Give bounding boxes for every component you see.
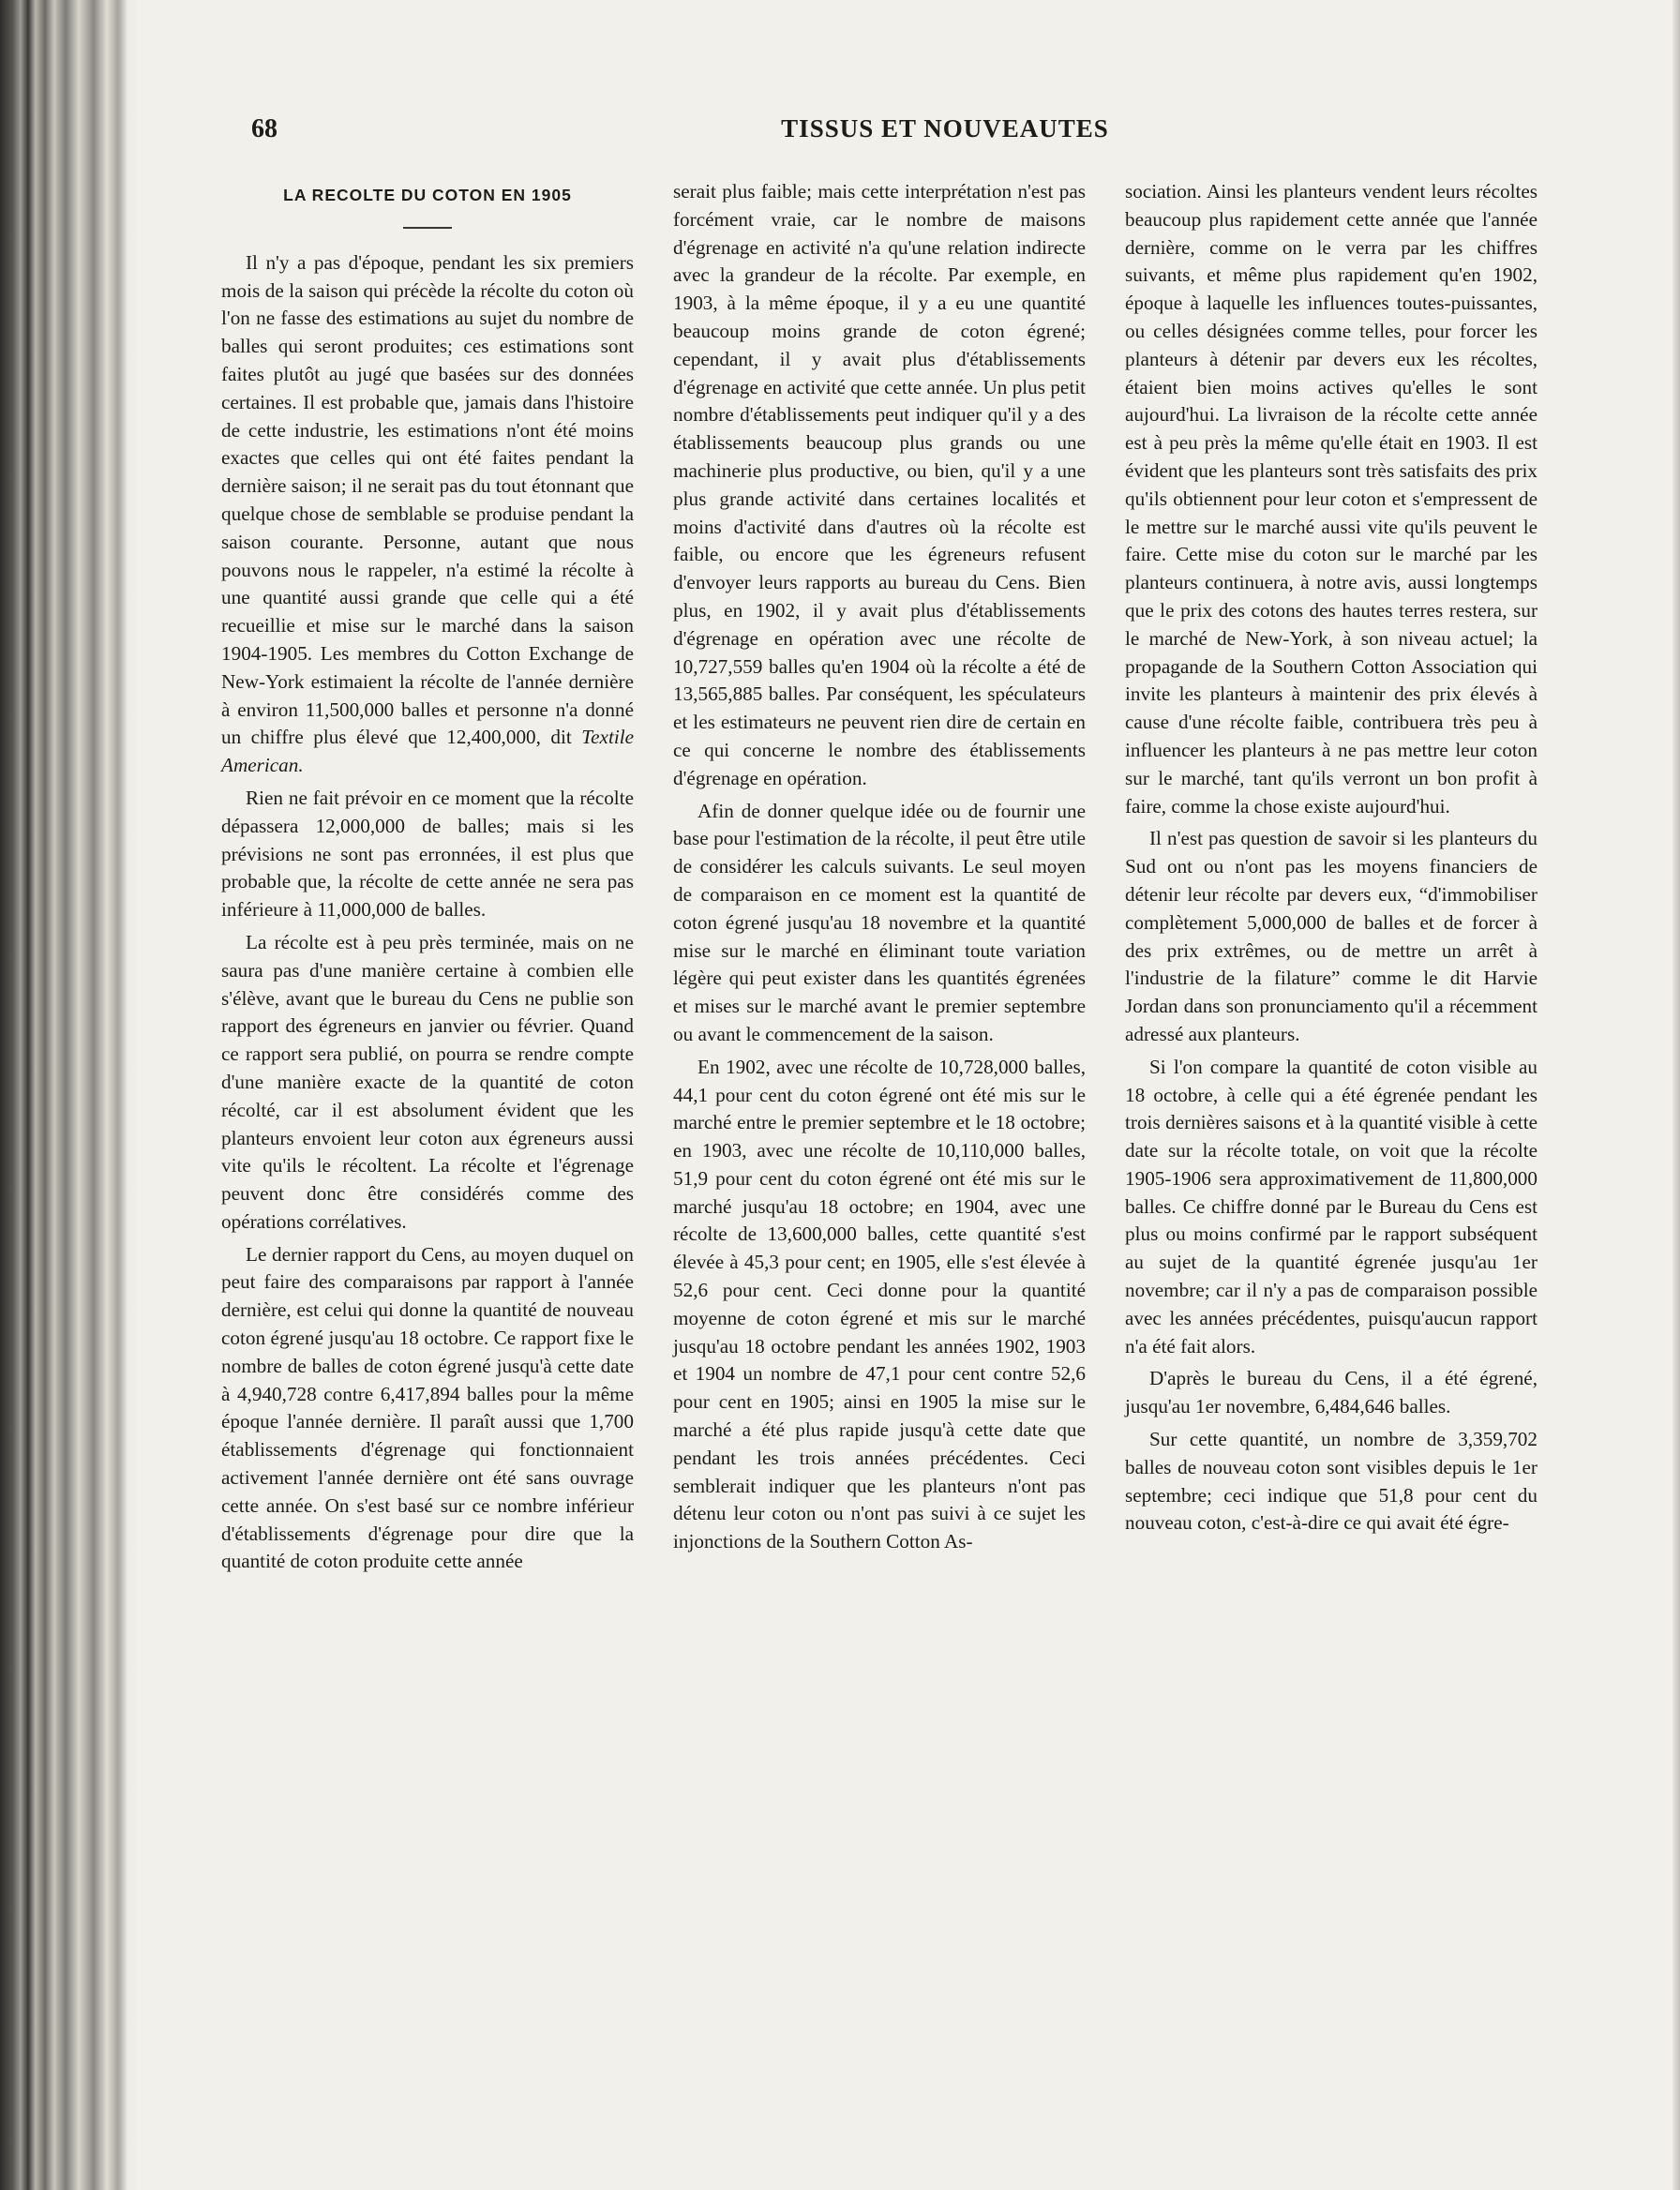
page-number: 68: [251, 114, 278, 143]
paragraph: Le dernier rapport du Cens, au moyen duquel on peut faire des comparaisons par rapport à l'année dernière, est celui qui donne la quantité de nouveau coton égrené jusqu'au 18 octobre. Ce rapport fixe le nombre de balles de coton égrené jusqu'à cette date à 4,940,728 contre 6,417,894 balles pour la même époque l'année dernière. Il paraît aussi que 1,700 établissements d'égrenage qui fonctionnaient activement l'année dernière ont été sans ouvrage cette année. On s'est basé sur ce nombre inférieur d'établissements d'égrenage pour dire que la quantité de coton produite cette année: [221, 1242, 634, 1573]
publication-name: Textile American.: [221, 726, 635, 777]
paragraph: Afin de donner quelque idée ou de fournir une base pour l'estimation de la récolte, il peut être utile de considérer les calculs suivants. Le seul moyen de comparaison en ce moment est la quantité de coton égrené jusqu'au 18 novembre et la quantité mise sur le marché en éliminant toute variation légère qui peut exister dans les quantités égrenées et mises sur le marché avant le premier septembre ou avant le commencement de la saison.: [673, 799, 1086, 1045]
column-2: [673, 178, 1086, 1556]
paragraph: Rien ne fait prévoir en ce moment que la récolte dépassera 12,000,000 de balles; mais si les prévisions ne sont pas erronnées, il est plus que probable que, la récolte de cette année ne sera pas inférieure à 11,000,000 de balles.: [221, 786, 634, 922]
column-3: [1125, 178, 1538, 1538]
paragraph: Il n'est pas question de savoir si les planteurs du Sud ont ou n'ont pas les moyens financiers de détenir leur récolte par devers eux, “d'immobiliser complètement 5,000,000 de balles et de forcer à des prix extrêmes, ou de mettre un arrêt à l'industrie de la filature” comme le dit Harvie Jordan dans son pronunciamento qu'il a récemment adressé aux planteurs.: [1125, 827, 1538, 1045]
article-title: LA RECOLTE DU COTON EN 1905: [283, 186, 572, 204]
paragraph: serait plus faible; mais cette interprétation n'est pas forcément vraie, car le nombre de maisons d'égrenage en activité n'a qu'une relation indirecte avec la grandeur de la récolte. Par exemple, en 1903, à la même époque, il y a eu une quantité beaucoup moins grande de coton égrené; cependant, il y avait plus d'établissements d'égrenage en activité que cette année. Un plus petit nombre d'établissements peut indiquer qu'il y a des établissements beaucoup plus grands ou une machinerie plus productive, ou bien, qu'il y a une plus grande activité dans certaines localités et moins d'activité dans d'autres où la récolte est faible, ou encore que les égreneurs refusent d'envoyer leurs rapports au bureau du Cens. Bien plus, en 1902, il y avait plus d'établissements d'égrenage en opération avec une récolte de 10,727,559 balles qu'en 1904 où la récolte a été de 13,565,885 balles. Par conséquent, les spéculateurs et les estimateurs ne peuvent rien dire de certain en ce qui concerne le nombre des établissements d'égrenage en opération.: [673, 180, 1086, 789]
paragraph: Sur cette quantité, un nombre de 3,359,702 balles de nouveau coton sont visibles depuis le 1er septembre; ceci indique que 51,8 pour cent du nouveau coton, c'est-à-dire ce qui avait été égre-: [1125, 1428, 1538, 1535]
paragraph: Si l'on compare la quantité de coton visible au 18 octobre, à celle qui a été égrenée pendant les trois dernières saisons et à la quantité visible à cette date sur la récolte totale, on voit que la récolte 1905-1906 sera approximativement de 11,800,000 balles. Ce chiffre donné par le Bureau du Cens est plus ou moins confirmé par le rapport subséquent au sujet de la quantité égrenée jusqu'au 1er novembre; car il n'y a pas de comparaison possible avec les années précédentes, puisqu'aucun rapport n'a été fait alors.: [1125, 1055, 1538, 1358]
paragraph: sociation. Ainsi les planteurs vendent leurs récoltes beaucoup plus rapidement cette année que l'année dernière, comme on le verra par les chiffres suivants, et même plus rapidement qu'en 1902, époque à laquelle les influences toutes-puissantes, ou celles désignées comme telles, pour forcer les planteurs à détenir par devers eux les récoltes, étaient bien moins actives qu'elles le sont aujourd'hui. La livraison de la récolte cette année est à peu près la même qu'elle était en 1903. Il est évident que les planteurs sont très satisfaits des prix qu'ils obtiennent pour leur coton et s'empressent de le mettre sur le marché aussi vite qu'ils peuvent le faire. Cette mise du coton sur le marché par les planteurs continuera, à notre avis, aussi longtemps que le prix des cotons des hautes terres restera, sur le marché de New-York, à son niveau actuel; la propagande de la Southern Cotton Association qui invite les planteurs à maintenir des prix élevés à cause d'une récolte faible, contribuera très peu à influencer les planteurs à ne pas mettre leur coton sur le marché, tant qu'ils verront un bon profit à faire, comme la chose existe aujourd'hui.: [1125, 180, 1538, 818]
page-header: [251, 114, 1639, 152]
paragraph: La récolte est à peu près terminée, mais on ne saura pas d'une manière certaine à combien elle s'élève, avant que le bureau du Cens ne publie son rapport des égreneurs en janvier ou février. Quand ce rapport sera publié, on pourra se rendre compte d'une manière exacte de la quantité de coton récolté, car il est absolument évident que les planteurs envoient leur coton aux égreneurs aussi vite qu'ils le récoltent. La récolte et l'égrenage peuvent donc être considérés comme des opérations corrélatives.: [221, 930, 634, 1233]
running-title: TISSUS ET NOUVEAUTES: [781, 114, 1109, 142]
paragraph: D'après le bureau du Cens, il a été égrené, jusqu'au 1er novembre, 6,484,646 balles.: [1125, 1367, 1538, 1418]
paragraph: En 1902, avec une récolte de 10,728,000 balles, 44,1 pour cent du coton égrené ont été mis sur le marché entre le premier septembre et le 18 octobre; en 1903, avec une récolte de 10,110,000 balles, 51,9 pour cent du coton égrené ont été mis sur le marché jusqu'au 18 octobre; en 1904, avec une récolte de 13,600,000 balles, cette quantité s'est élevée à 45,3 pour cent; en 1905, elle s'est élevée à 52,6 pour cent. Ceci donne pour la quantité moyenne de coton égrené et mis sur le marché jusqu'au 18 octobre pendant les années 1902, 1903 et 1904 un nombre de 47,1 pour cent contre 52,6 pour cent en 1905; ainsi en 1905 la mise sur le marché a été plus rapide jusqu'à cette date que pendant les trois années précédentes. Ceci semblerait indiquer que les planteurs n'ont pas détenu leur coton ou n'ont pas suivi à ce sujet les injonctions de la Southern Cotton As-: [673, 1055, 1086, 1553]
book-binding: [0, 0, 141, 2190]
title-divider: [403, 227, 452, 229]
page: [141, 0, 1680, 2190]
paragraph: Il n'y a pas d'époque, pendant les six premiers mois de la saison qui précède la récolte du coton où l'on ne fasse des estimations au sujet du nombre de balles qui seront produites; ces estimations sont faites plutôt au jugé que basées sur des données certaines. Il est probable que, jamais dans l'histoire de cette industrie, les estimations n'ont été moins exactes que celles qui ont été faites pendant la dernière saison; il ne serait pas du tout étonnant que quelque chose de semblable se produise pendant la saison courante. Personne, autant que nous pouvons nous le rappeler, n'a estimé la récolte à une quantité aussi grande que celle qui a été recueillie et mise sur le marché dans la saison 1904-1905. Les membres du Cotton Exchange de New-York estimaient la récolte de l'année dernière à environ 11,500,000 balles et personne n'a donné un chiffre plus élevé que 12,400,000, dit Textile American.: [221, 250, 635, 777]
column-1: [221, 178, 634, 1576]
page-edge: [1672, 0, 1680, 2190]
